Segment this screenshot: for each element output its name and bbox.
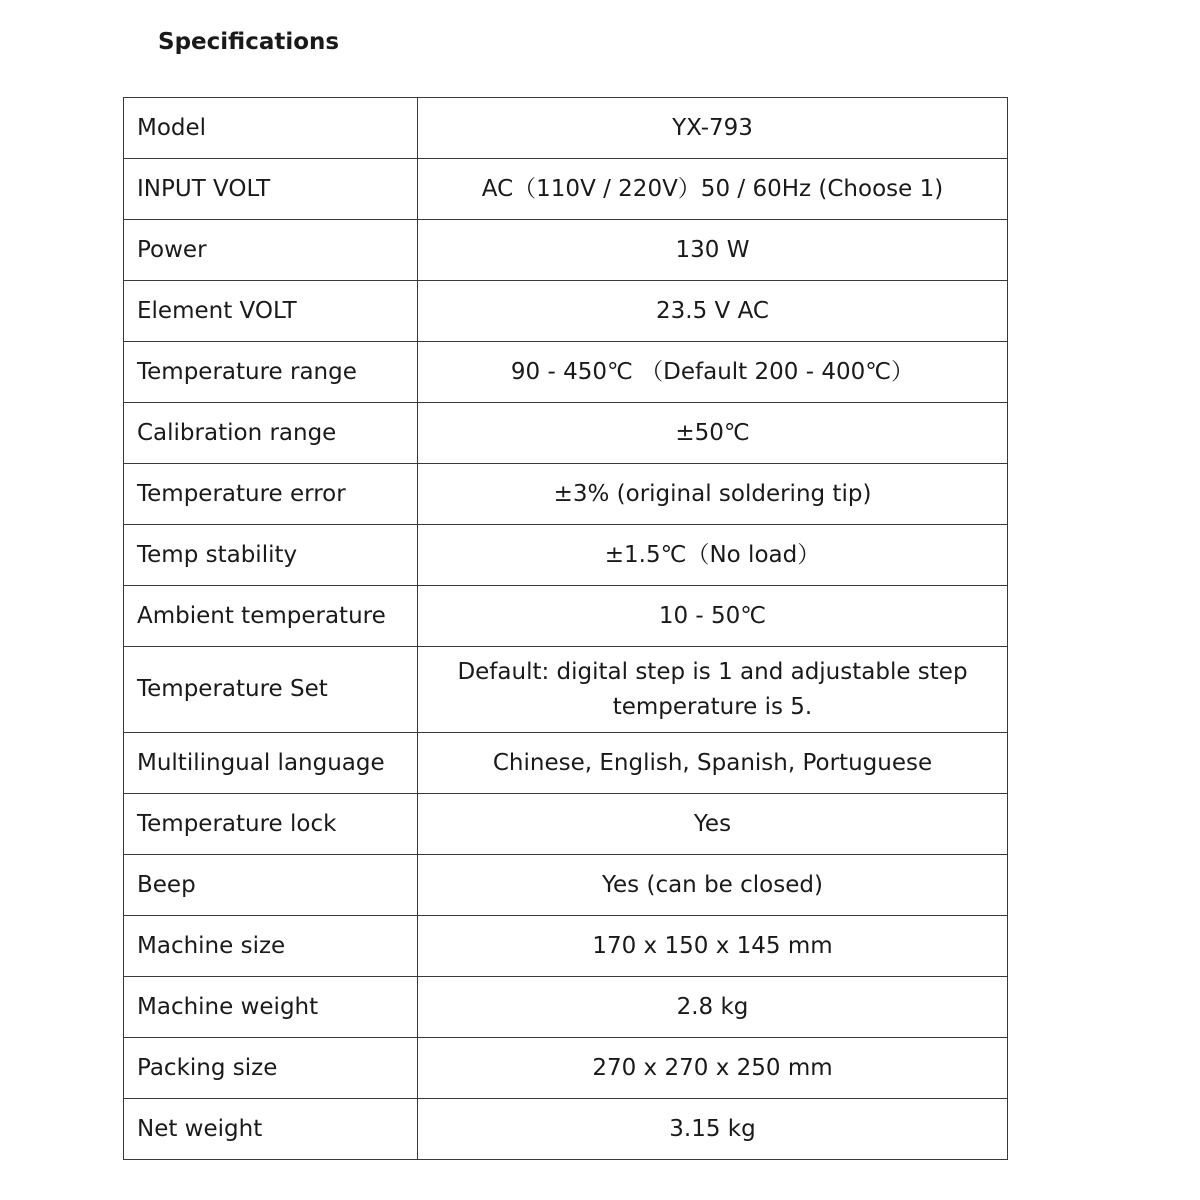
table-row-net-weight <box>124 1099 1008 1160</box>
spec-value: 23.5 V AC <box>418 281 1008 342</box>
spec-label: Machine weight <box>124 977 418 1038</box>
spec-label: Net weight <box>124 1099 418 1160</box>
spec-value: Yes (can be closed) <box>418 855 1008 916</box>
spec-label: Ambient temperature <box>124 586 418 647</box>
table-row-temperature-error <box>124 464 1008 525</box>
table-row-ambient-temperature <box>124 586 1008 647</box>
spec-value: 170 x 150 x 145 mm <box>418 916 1008 977</box>
spec-label: Calibration range <box>124 403 418 464</box>
spec-value: 90 - 450℃ （Default 200 - 400℃） <box>418 342 1008 403</box>
table-row-multilingual-language <box>124 733 1008 794</box>
spec-value: ±1.5℃（No load） <box>418 525 1008 586</box>
table-row-beep <box>124 855 1008 916</box>
spec-label: Element VOLT <box>124 281 418 342</box>
spec-value: 3.15 kg <box>418 1099 1008 1160</box>
specifications-table <box>123 97 1008 1160</box>
spec-label: Temperature error <box>124 464 418 525</box>
spec-value: 2.8 kg <box>418 977 1008 1038</box>
spec-value: 10 - 50℃ <box>418 586 1008 647</box>
spec-label: Temperature lock <box>124 794 418 855</box>
table-row-element-volt <box>124 281 1008 342</box>
spec-value: YX-793 <box>418 98 1008 159</box>
spec-label: Packing size <box>124 1038 418 1099</box>
table-row-model <box>124 98 1008 159</box>
spec-value: 270 x 270 x 250 mm <box>418 1038 1008 1099</box>
spec-label: Temperature range <box>124 342 418 403</box>
spec-label: Multilingual language <box>124 733 418 794</box>
spec-value: ±50℃ <box>418 403 1008 464</box>
spec-value: Default: digital step is 1 and adjustable step temperature is 5. <box>418 647 1008 733</box>
table-row-input-volt <box>124 159 1008 220</box>
spec-value: AC（110V / 220V）50 / 60Hz (Choose 1) <box>418 159 1008 220</box>
table-row-temp-stability <box>124 525 1008 586</box>
spec-value: Chinese, English, Spanish, Portuguese <box>418 733 1008 794</box>
table-row-calibration-range <box>124 403 1008 464</box>
table-row-power <box>124 220 1008 281</box>
table-row-temperature-range <box>124 342 1008 403</box>
table-row-temperature-set <box>124 647 1008 733</box>
table-row-packing-size <box>124 1038 1008 1099</box>
spec-label: Temperature Set <box>124 647 418 733</box>
table-row-machine-size <box>124 916 1008 977</box>
spec-label: INPUT VOLT <box>124 159 418 220</box>
page-title: Specifications <box>158 29 340 55</box>
spec-value: ±3% (original soldering tip) <box>418 464 1008 525</box>
spec-label: Temp stability <box>124 525 418 586</box>
spec-label: Beep <box>124 855 418 916</box>
table-row-machine-weight <box>124 977 1008 1038</box>
table-row-temperature-lock <box>124 794 1008 855</box>
spec-label: Power <box>124 220 418 281</box>
spec-label: Model <box>124 98 418 159</box>
spec-value: 130 W <box>418 220 1008 281</box>
spec-label: Machine size <box>124 916 418 977</box>
spec-value: Yes <box>418 794 1008 855</box>
